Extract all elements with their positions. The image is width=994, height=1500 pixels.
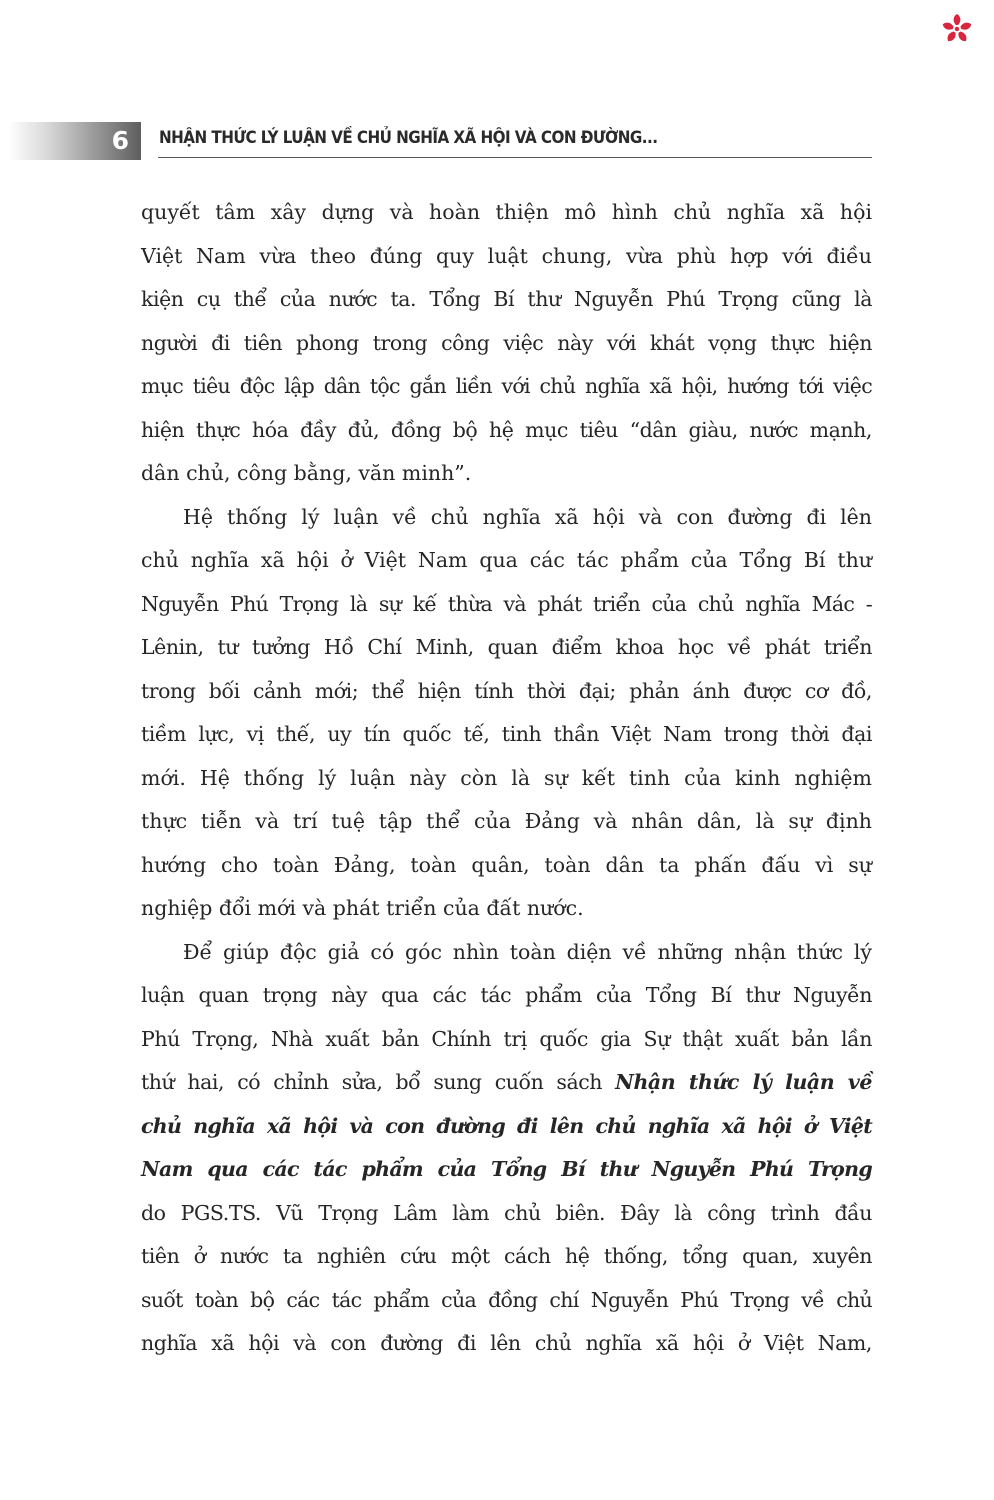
paragraph-3 [141, 934, 872, 1369]
text-line: nghiệp đổi mới và phát triển của đất nước. [141, 896, 584, 920]
flower-logo-icon [940, 12, 974, 46]
text-line: Nguyễn Phú Trọng là sự kế thừa và phát triển của chủ nghĩa Mác - [141, 591, 872, 616]
paragraph-2 [141, 499, 872, 934]
text-line: nghĩa xã hội và con đường đi lên chủ nghĩa xã hội ở Việt Nam, [141, 1331, 872, 1355]
text-line: quyết tâm xây dựng và hoàn thiện mô hình chủ nghĩa xã hội [141, 200, 872, 224]
text-line: mới. Hệ thống lý luận này còn là sự kết tinh của kinh nghiệm [141, 765, 872, 790]
text-line: tiên ở nước ta nghiên cứu một cách hệ thống, tổng quan, xuyên [141, 1244, 872, 1268]
text-span: thứ hai, có chỉnh sửa, bổ sung cuốn sách [141, 1070, 616, 1094]
text-line: hiện thực hóa đầy đủ, đồng bộ hệ mục tiêu “dân giàu, nước mạnh, [141, 417, 872, 442]
body-text [141, 194, 872, 1369]
text-line: hướng cho toàn Đảng, toàn quân, toàn dân ta phấn đấu vì sự [141, 852, 872, 877]
text-line: Lênin, tư tưởng Hồ Chí Minh, quan điểm khoa học về phát triển [141, 635, 872, 659]
book-title: chủ nghĩa xã hội và con đường đi lên chủ nghĩa xã hội ở Việt [141, 1113, 872, 1138]
book-title: Nam qua các tác phẩm của Tổng Bí thư Nguyễn Phú Trọng [141, 1157, 872, 1181]
book-title: Nhận thức lý luận về [615, 1070, 872, 1094]
text-line: suốt toàn bộ các tác phẩm của đồng chí Nguyễn Phú Trọng về chủ [141, 1287, 872, 1312]
text-line: thực tiễn và trí tuệ tập thể của Đảng và nhân dân, là sự định [141, 809, 872, 833]
text-line: luận quan trọng này qua các tác phẩm của Tổng Bí thư Nguyễn [141, 983, 872, 1007]
header-rule [158, 157, 872, 158]
running-title: NHẬN THỨC LÝ LUẬN VỀ CHỦ NGHĨA XÃ HỘI VÀ CON ĐƯỜNG... [159, 128, 658, 147]
text-line [141, 1064, 872, 1108]
paragraph-1 [141, 194, 872, 499]
text-line: người đi tiên phong trong công việc này với khát vọng thực hiện [141, 330, 872, 355]
text-line: Hệ thống lý luận về chủ nghĩa xã hội và con đường đi lên [183, 504, 872, 529]
text-line: dân chủ, công bằng, văn minh”. [141, 461, 472, 485]
text-line: mục tiêu độc lập dân tộc gắn liền với chủ nghĩa xã hội, hướng tới việc [141, 374, 872, 398]
text-line: Việt Nam vừa theo đúng quy luật chung, vừa phù hợp với điều [141, 243, 872, 268]
text-line: chủ nghĩa xã hội ở Việt Nam qua các tác phẩm của Tổng Bí thư [141, 548, 872, 572]
page-number: 6 [111, 126, 129, 155]
text-line: trong bối cảnh mới; thể hiện tính thời đại; phản ánh được cơ đồ, [141, 678, 872, 703]
text-line: tiềm lực, vị thế, uy tín quốc tế, tinh thần Việt Nam trong thời đại [141, 722, 872, 746]
text-line: do PGS.TS. Vũ Trọng Lâm làm chủ biên. Đây là công trình đầu [141, 1200, 872, 1225]
page-number-band [8, 122, 141, 160]
text-line: kiện cụ thể của nước ta. Tổng Bí thư Nguyễn Phú Trọng cũng là [141, 287, 872, 311]
text-line: Phú Trọng, Nhà xuất bản Chính trị quốc gia Sự thật xuất bản lần [141, 1026, 872, 1051]
text-line: Để giúp độc giả có góc nhìn toàn diện về những nhận thức lý [183, 939, 872, 964]
